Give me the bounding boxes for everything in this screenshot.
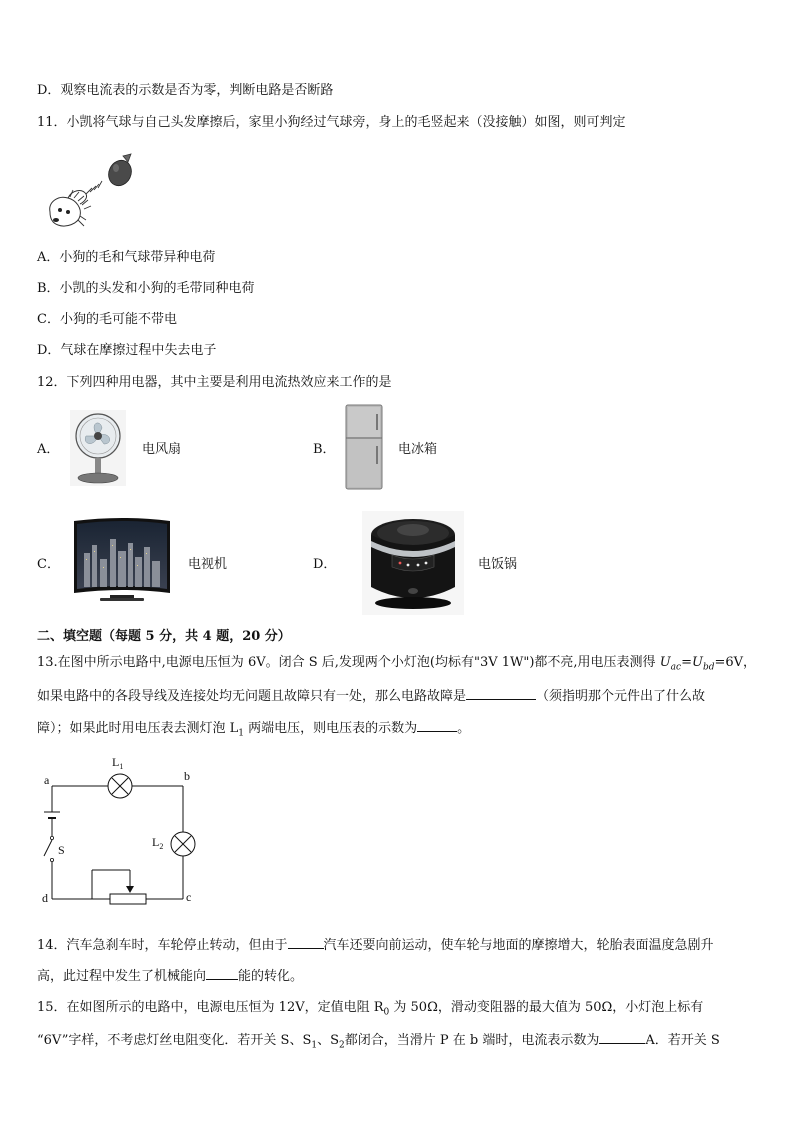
q12-option-d-label: 电饭锅 [478, 557, 518, 572]
node-c-label: c [186, 890, 192, 904]
q11-option-c: C．小狗的毛可能不带电 [37, 312, 177, 327]
node-d-label: d [42, 891, 48, 905]
q13-blank-1[interactable] [466, 686, 536, 700]
switch-s-label: S [58, 843, 65, 857]
electric-fan-image [70, 410, 126, 486]
q12-option-c-label: 电视机 [188, 557, 228, 572]
q13-blank-2[interactable] [417, 718, 457, 732]
q12-option-a-letter: A． [37, 442, 60, 457]
q12-stem: 12．下列四种用电器，其中主要是利用电流热效应来工作的是 [37, 375, 392, 390]
q13-circuit-diagram [38, 754, 208, 914]
lamp-l2-label: $L_2$ [152, 835, 164, 851]
q11-option-d: D．气球在摩擦过程中失去电子 [37, 343, 217, 358]
q10-option-d: D．观察电流表的示数是否为零，判断电路是否断路 [37, 83, 334, 98]
q13-line-3: 障）；如果此时用电压表去测灯泡 $L_1$ 两端电压，则电压表的示数为 。 [37, 718, 764, 743]
q14-line-1: 14．汽车急刹车时，车轮停止转动，但由于 汽车还要向前运动，使车轮与地面的摩擦增大，轮胎表面温度急剧升 [37, 935, 764, 955]
dog-balloon-figure [40, 150, 140, 232]
section-2-title: 二、填空题（每题 5 分，共 4 题，20 分） [37, 629, 291, 644]
q14-blank-1[interactable] [288, 935, 324, 949]
q12-option-b-label: 电冰箱 [398, 442, 438, 457]
lamp-l1-label: $L_1$ [112, 755, 124, 771]
q13-line-1: 13.在图中所示电路中,电源电压恒为 6V。闭合 S 后,发现两个小灯泡(均标有"3V 1W")都不亮,用电压表测得 $U_{ac}=U_{bd}=6V$， [37, 655, 757, 673]
q12-option-b-letter: B． [313, 442, 336, 457]
q14-blank-2[interactable] [206, 966, 238, 980]
q15-blank-1[interactable] [599, 1030, 645, 1044]
rice-cooker-image [362, 511, 464, 615]
q12-option-c-letter: C． [37, 557, 60, 572]
q14-line-2: 高，此过程中发生了机械能向 能的转化。 [37, 966, 764, 986]
q13-line-2: 如果电路中的各段导线及连接处均无问题且故障只有一处，那么电路故障是 （须指明那个元件出了什么故 [37, 686, 764, 706]
q15-line-2: “6V”字样，不考虑灯丝电阻变化．若开关 S、$S_1$、$S_2$都闭合，当滑片 P 在 b 端时，电流表示数为 A．若开关 S [37, 1030, 764, 1055]
node-b-label: b [184, 769, 190, 783]
q15-line-1: 15．在如图所示的电路中，电源电压恒为 12V，定值电阻 $R_0$ 为 50Ω，滑动变阻器的最大值为 50Ω，小灯泡上标有 [37, 1000, 704, 1018]
node-a-label: a [44, 773, 50, 787]
television-image [70, 515, 174, 605]
q12-option-a-label: 电风扇 [142, 442, 182, 457]
q11-stem: 11．小凯将气球与自己头发摩擦后，家里小狗经过气球旁，身上的毛竖起来（没接触）如图，则可判定 [37, 115, 626, 130]
q11-option-a: A．小狗的毛和气球带异种电荷 [37, 250, 216, 265]
refrigerator-image [344, 404, 384, 490]
q12-option-d-letter: D． [313, 557, 337, 572]
q11-option-b: B．小凯的头发和小狗的毛带同种电荷 [37, 281, 255, 296]
